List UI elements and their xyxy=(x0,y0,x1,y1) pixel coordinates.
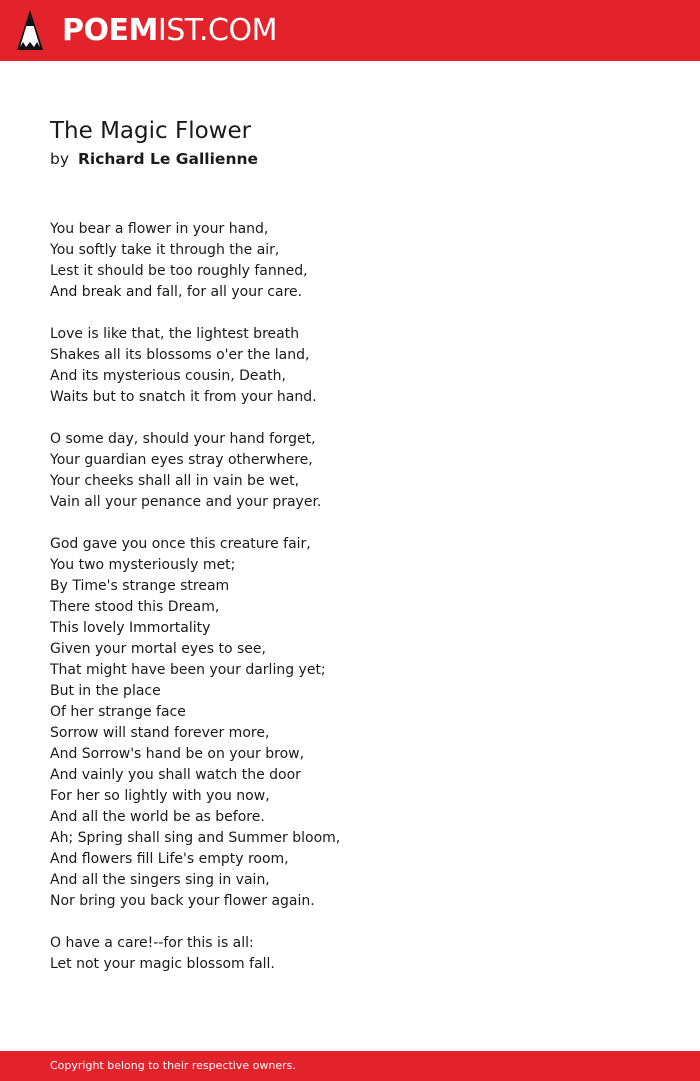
stanza xyxy=(50,429,340,513)
poem-line: And break and fall, for all your care. xyxy=(50,284,303,300)
poem-line: Shakes all its blossoms o'er the land, xyxy=(50,347,310,363)
poem-line: This lovely Immortality xyxy=(50,620,211,636)
poem-author[interactable]: Richard Le Gallienne xyxy=(77,150,259,168)
poem-line: That might have been your darling yet; xyxy=(50,662,326,678)
poem-line: Your cheeks shall all in vain be wet, xyxy=(50,473,300,489)
poem-line: Of her strange face xyxy=(50,704,186,720)
poem-line: And Sorrow's hand be on your brow, xyxy=(50,746,305,762)
poem-line: Your guardian eyes stray otherwhere, xyxy=(50,452,313,468)
poem-line: Given your mortal eyes to see, xyxy=(50,641,266,657)
logo-light-text: IST.COM xyxy=(157,13,277,48)
stanza xyxy=(50,933,340,975)
poem-line: And all the singers sing in vain, xyxy=(50,872,270,888)
poem-line: Let not your magic blossom fall. xyxy=(50,956,275,972)
poem-line: And flowers fill Life's empty room, xyxy=(50,851,289,867)
poem-line: Lest it should be too roughly fanned, xyxy=(50,263,308,279)
poem-line: Sorrow will stand forever more, xyxy=(50,725,270,741)
poem-line: And all the world be as before. xyxy=(50,809,265,825)
poem-line: God gave you once this creature fair, xyxy=(50,536,311,552)
poem-line: You two mysteriously met; xyxy=(50,557,236,573)
poem-line: O have a care!--for this is all: xyxy=(50,935,254,951)
poem-line: You bear a flower in your hand, xyxy=(50,221,269,237)
poem-line: And its mysterious cousin, Death, xyxy=(50,368,286,384)
poem-title: The Magic Flower xyxy=(50,118,252,144)
poem-line: There stood this Dream, xyxy=(50,599,220,615)
poem-line: Ah; Spring shall sing and Summer bloom, xyxy=(50,830,341,846)
poem-line: For her so lightly with you now, xyxy=(50,788,270,804)
poem-line: Waits but to snatch it from your hand. xyxy=(50,389,317,405)
poem-line: You softly take it through the air, xyxy=(50,242,280,258)
stanza xyxy=(50,219,340,303)
poem-line: Nor bring you back your flower again. xyxy=(50,893,315,909)
pencil-icon xyxy=(17,10,43,52)
poem-body xyxy=(50,219,340,996)
copyright-text: Copyright belong to their respective owners. xyxy=(50,1059,296,1072)
by-label: by xyxy=(50,150,70,168)
site-header xyxy=(0,0,700,61)
poem-line: And vainly you shall watch the door xyxy=(50,767,301,783)
poem-line: Vain all your penance and your prayer. xyxy=(50,494,322,510)
stanza xyxy=(50,534,340,912)
site-footer xyxy=(0,1051,700,1081)
logo-bold-text: POEM xyxy=(62,13,158,48)
poem-line: By Time's strange stream xyxy=(50,578,230,594)
poem-byline xyxy=(50,149,258,169)
poem-line: Love is like that, the lightest breath xyxy=(50,326,300,342)
poem-line: But in the place xyxy=(50,683,161,699)
poem-line: O some day, should your hand forget, xyxy=(50,431,316,447)
site-logo[interactable] xyxy=(62,13,277,49)
stanza xyxy=(50,324,340,408)
